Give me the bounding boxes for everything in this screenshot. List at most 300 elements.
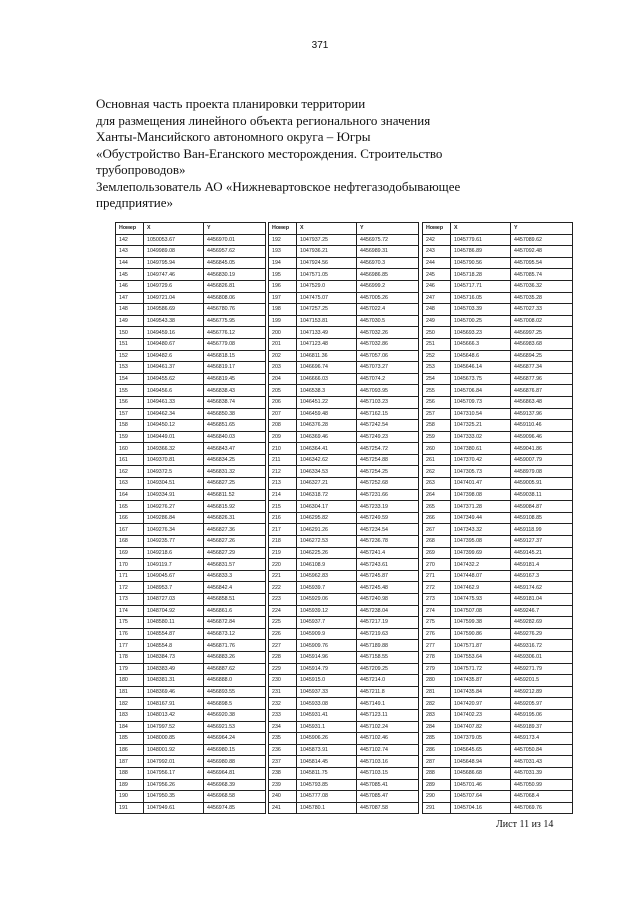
point-number-cell: 224 [269,605,297,617]
y-coordinate-cell: 4459137.96 [511,408,573,420]
table-row [116,466,266,478]
point-number-cell: 231 [269,686,297,698]
point-number-cell: 198 [269,304,297,316]
table-row [116,512,266,524]
y-coordinate-cell: 4457254.72 [357,443,419,455]
point-number-cell: 177 [116,640,144,652]
point-number-cell: 212 [269,466,297,478]
y-coordinate-cell: 4459145.21 [511,547,573,559]
point-number-cell: 188 [116,767,144,779]
y-coordinate-cell: 4457032.26 [357,327,419,339]
table-row [269,605,419,617]
table-row [269,304,419,316]
point-number-cell: 147 [116,292,144,304]
y-coordinate-cell: 4456898.5 [204,698,266,710]
point-number-cell: 240 [269,791,297,803]
point-number-cell: 159 [116,431,144,443]
x-coordinate-cell: 1047305.73 [451,466,511,478]
x-coordinate-cell: 1048383.49 [144,663,204,675]
x-coordinate-cell: 1045915.0 [297,675,357,687]
table-row [423,489,573,501]
point-number-cell: 248 [423,304,451,316]
x-coordinate-cell: 1045648.6 [451,350,511,362]
x-coordinate-cell: 1047395.08 [451,536,511,548]
table-row [116,315,266,327]
column-header: Y [511,223,573,235]
table-row [269,327,419,339]
y-coordinate-cell: 4459041.86 [511,443,573,455]
point-number-cell: 271 [423,570,451,582]
x-coordinate-cell: 1049304.51 [144,478,204,490]
y-coordinate-cell: 4457103.15 [357,767,419,779]
point-number-cell: 266 [423,512,451,524]
table-row [116,246,266,258]
x-coordinate-cell: 1046459.48 [297,408,357,420]
table-row [269,779,419,791]
x-coordinate-cell: 1047325.21 [451,420,511,432]
point-number-cell: 173 [116,594,144,606]
point-number-cell: 213 [269,478,297,490]
heading-line: трубопроводов» [96,162,186,177]
table-row [423,547,573,559]
x-coordinate-cell: 1046295.82 [297,512,357,524]
y-coordinate-cell: 4456827.36 [204,524,266,536]
x-coordinate-cell: 1048001.92 [144,744,204,756]
table-row [269,280,419,292]
x-coordinate-cell: 1045931.41 [297,709,357,721]
y-coordinate-cell: 4457238.04 [357,605,419,617]
x-coordinate-cell: 1047310.54 [451,408,511,420]
table-row [423,385,573,397]
y-coordinate-cell: 4457093.95 [357,385,419,397]
x-coordinate-cell: 1047379.05 [451,733,511,745]
table-row [423,744,573,756]
point-number-cell: 169 [116,547,144,559]
y-coordinate-cell: 4459195.06 [511,709,573,721]
table-row [116,350,266,362]
table-row [423,605,573,617]
point-number-cell: 214 [269,489,297,501]
x-coordinate-cell: 1045906.26 [297,733,357,745]
y-coordinate-cell: 4457245.87 [357,570,419,582]
x-coordinate-cell: 1048554.8 [144,640,204,652]
y-coordinate-cell: 4459110.46 [511,420,573,432]
y-coordinate-cell: 4459007.79 [511,454,573,466]
y-coordinate-cell: 4456888.0 [204,675,266,687]
y-coordinate-cell: 4459181.4 [511,559,573,571]
table-row [423,292,573,304]
table-row [269,675,419,687]
y-coordinate-cell: 4457092.48 [511,246,573,258]
y-coordinate-cell: 4457103.23 [357,396,419,408]
table-row [423,280,573,292]
y-coordinate-cell: 4457252.68 [357,478,419,490]
y-coordinate-cell: 4456871.76 [204,640,266,652]
table-header-row [269,223,419,235]
point-number-cell: 234 [269,721,297,733]
x-coordinate-cell: 1045939.12 [297,605,357,617]
y-coordinate-cell: 4456980.88 [204,756,266,768]
table-row [269,234,419,246]
table-row [423,304,573,316]
y-coordinate-cell: 4456827.26 [204,536,266,548]
y-coordinate-cell: 4456986.85 [357,269,419,281]
x-coordinate-cell: 1045666.3 [451,338,511,350]
table-row [423,675,573,687]
point-number-cell: 267 [423,524,451,536]
x-coordinate-cell: 1045709.73 [451,396,511,408]
y-coordinate-cell: 4459271.79 [511,663,573,675]
y-coordinate-cell: 4456893.55 [204,686,266,698]
point-number-cell: 261 [423,454,451,466]
table-row [116,524,266,536]
point-number-cell: 263 [423,478,451,490]
point-number-cell: 251 [423,338,451,350]
point-number-cell: 189 [116,779,144,791]
x-coordinate-cell: 1046318.72 [297,489,357,501]
y-coordinate-cell: 4459108.85 [511,512,573,524]
point-number-cell: 274 [423,605,451,617]
point-number-cell: 183 [116,709,144,721]
table-row [269,570,419,582]
y-coordinate-cell: 4457031.39 [511,767,573,779]
y-coordinate-cell: 4456980.15 [204,744,266,756]
point-number-cell: 281 [423,686,451,698]
y-coordinate-cell: 4457102.74 [357,744,419,756]
y-coordinate-cell: 4459118.99 [511,524,573,536]
y-coordinate-cell: 4457234.54 [357,524,419,536]
point-number-cell: 241 [269,802,297,814]
x-coordinate-cell: 1049989.08 [144,246,204,258]
point-number-cell: 197 [269,292,297,304]
y-coordinate-cell: 4456779.08 [204,338,266,350]
point-number-cell: 179 [116,663,144,675]
x-coordinate-cell: 1048704.92 [144,605,204,617]
y-coordinate-cell: 4457214.0 [357,675,419,687]
x-coordinate-cell: 1045811.75 [297,767,357,779]
coordinates-table-2 [268,222,419,814]
x-coordinate-cell: 1045933.08 [297,698,357,710]
table-row [116,686,266,698]
y-coordinate-cell: 4459246.7 [511,605,573,617]
heading-line: «Обустройство Ван-Еганского месторождения. Строительство [96,145,443,161]
table-row [269,559,419,571]
table-header-row [116,223,266,235]
point-number-cell: 164 [116,489,144,501]
table-row [269,269,419,281]
y-coordinate-cell: 4457027.33 [511,304,573,316]
table-row [269,640,419,652]
table-row [423,350,573,362]
x-coordinate-cell: 1045645.65 [451,744,511,756]
x-coordinate-cell: 1047257.25 [297,304,357,316]
x-coordinate-cell: 1047420.97 [451,698,511,710]
table-row [269,443,419,455]
point-number-cell: 144 [116,257,144,269]
x-coordinate-cell: 1046342.62 [297,454,357,466]
y-coordinate-cell: 4456872.84 [204,617,266,629]
x-coordinate-cell: 1045706.84 [451,385,511,397]
table-row [423,373,573,385]
x-coordinate-cell: 1050053.67 [144,234,204,246]
table-row [423,733,573,745]
y-coordinate-cell: 4457249.23 [357,431,419,443]
y-coordinate-cell: 4457085.47 [357,791,419,803]
table-row [269,315,419,327]
x-coordinate-cell: 1045909.9 [297,628,357,640]
y-coordinate-cell: 4457158.55 [357,651,419,663]
point-number-cell: 222 [269,582,297,594]
x-coordinate-cell: 1049449.01 [144,431,204,443]
x-coordinate-cell: 1049462.34 [144,408,204,420]
table-row [269,547,419,559]
x-coordinate-cell: 1049286.84 [144,512,204,524]
x-coordinate-cell: 1049795.94 [144,257,204,269]
point-number-cell: 215 [269,501,297,513]
y-coordinate-cell: 4456968.58 [204,791,266,803]
x-coordinate-cell: 1047401.47 [451,478,511,490]
y-coordinate-cell: 4456957.62 [204,246,266,258]
column-header: Y [357,223,419,235]
y-coordinate-cell: 4458979.08 [511,466,573,478]
point-number-cell: 265 [423,501,451,513]
table-row [423,234,573,246]
x-coordinate-cell: 1049450.12 [144,420,204,432]
y-coordinate-cell: 4457008.02 [511,315,573,327]
x-coordinate-cell: 1047407.82 [451,721,511,733]
x-coordinate-cell: 1047133.49 [297,327,357,339]
point-number-cell: 204 [269,373,297,385]
y-coordinate-cell: 4457231.66 [357,489,419,501]
coordinates-table-3 [422,222,573,814]
x-coordinate-cell: 1048000.85 [144,733,204,745]
point-number-cell: 228 [269,651,297,663]
y-coordinate-cell: 4456920.38 [204,709,266,721]
x-coordinate-cell: 1046811.36 [297,350,357,362]
table-row [116,420,266,432]
table-row [269,733,419,745]
point-number-cell: 157 [116,408,144,420]
y-coordinate-cell: 4457068.4 [511,791,573,803]
x-coordinate-cell: 1046696.74 [297,362,357,374]
y-coordinate-cell: 4456851.65 [204,420,266,432]
table-row [423,338,573,350]
x-coordinate-cell: 1049276.34 [144,524,204,536]
column-header: Y [204,223,266,235]
y-coordinate-cell: 4457050.99 [511,779,573,791]
y-coordinate-cell: 4457240.98 [357,594,419,606]
y-coordinate-cell: 4459189.37 [511,721,573,733]
y-coordinate-cell: 4457209.25 [357,663,419,675]
table-header-row [423,223,573,235]
x-coordinate-cell: 1049235.77 [144,536,204,548]
y-coordinate-cell: 4457085.41 [357,779,419,791]
table-row [269,663,419,675]
table-row [116,698,266,710]
point-number-cell: 174 [116,605,144,617]
table-row [423,767,573,779]
x-coordinate-cell: 1047949.61 [144,802,204,814]
y-coordinate-cell: 4459174.62 [511,582,573,594]
table-row [269,791,419,803]
y-coordinate-cell: 4456827.29 [204,547,266,559]
point-number-cell: 290 [423,791,451,803]
point-number-cell: 186 [116,744,144,756]
x-coordinate-cell: 1047507.08 [451,605,511,617]
x-coordinate-cell: 1049334.91 [144,489,204,501]
point-number-cell: 244 [423,257,451,269]
table-row [269,478,419,490]
y-coordinate-cell: 4456850.38 [204,408,266,420]
point-number-cell: 247 [423,292,451,304]
point-number-cell: 288 [423,767,451,779]
point-number-cell: 245 [423,269,451,281]
point-number-cell: 280 [423,675,451,687]
table-row [269,431,419,443]
table-row [116,292,266,304]
y-coordinate-cell: 4459212.89 [511,686,573,698]
x-coordinate-cell: 1049586.69 [144,304,204,316]
x-coordinate-cell: 1047399.69 [451,547,511,559]
column-header: X [451,223,511,235]
x-coordinate-cell: 1046364.41 [297,443,357,455]
heading-line: для размещения линейного объекта регионального значения [96,112,431,128]
table-row [116,536,266,548]
table-row [423,802,573,814]
x-coordinate-cell: 1046225.26 [297,547,357,559]
x-coordinate-cell: 1045718.28 [451,269,511,281]
table-row [269,536,419,548]
x-coordinate-cell: 1049459.16 [144,327,204,339]
table-row [269,721,419,733]
point-number-cell: 229 [269,663,297,675]
y-coordinate-cell: 4456968.39 [204,779,266,791]
table-row [423,640,573,652]
y-coordinate-cell: 4457123.11 [357,709,419,721]
table-row [116,628,266,640]
point-number-cell: 286 [423,744,451,756]
column-header: X [144,223,204,235]
table-row [116,373,266,385]
y-coordinate-cell: 4457217.19 [357,617,419,629]
table-row [423,431,573,443]
table-row [116,663,266,675]
table-row [116,744,266,756]
x-coordinate-cell: 1046108.9 [297,559,357,571]
point-number-cell: 156 [116,396,144,408]
y-coordinate-cell: 4457095.54 [511,257,573,269]
y-coordinate-cell: 4456834.25 [204,454,266,466]
table-row [116,280,266,292]
x-coordinate-cell: 1045780.1 [297,802,357,814]
y-coordinate-cell: 4456970.3 [357,257,419,269]
y-coordinate-cell: 4457189.88 [357,640,419,652]
table-row [269,489,419,501]
point-number-cell: 158 [116,420,144,432]
x-coordinate-cell: 1047936.21 [297,246,357,258]
point-number-cell: 211 [269,454,297,466]
x-coordinate-cell: 1046334.53 [297,466,357,478]
table-row [116,269,266,281]
y-coordinate-cell: 4459084.87 [511,501,573,513]
point-number-cell: 150 [116,327,144,339]
x-coordinate-cell: 1045873.91 [297,744,357,756]
x-coordinate-cell: 1049482.6 [144,350,204,362]
x-coordinate-cell: 1046369.46 [297,431,357,443]
y-coordinate-cell: 4456775.95 [204,315,266,327]
point-number-cell: 278 [423,651,451,663]
x-coordinate-cell: 1046327.21 [297,478,357,490]
table-row [116,408,266,420]
y-coordinate-cell: 4456838.43 [204,385,266,397]
heading-line: Основная часть проекта планировки территории [96,96,366,111]
table-row [116,304,266,316]
heading-line: предприятие» [96,195,173,210]
point-number-cell: 239 [269,779,297,791]
table-row [423,651,573,663]
point-number-cell: 219 [269,547,297,559]
x-coordinate-cell: 1047571.72 [451,663,511,675]
point-number-cell: 238 [269,767,297,779]
table-row [423,536,573,548]
table-row [423,524,573,536]
point-number-cell: 235 [269,733,297,745]
table-row [269,501,419,513]
point-number-cell: 149 [116,315,144,327]
table-row [423,408,573,420]
x-coordinate-cell: 1045931.1 [297,721,357,733]
point-number-cell: 194 [269,257,297,269]
x-coordinate-cell: 1047997.52 [144,721,204,733]
x-coordinate-cell: 1045909.76 [297,640,357,652]
table-row [269,628,419,640]
table-row [423,628,573,640]
table-row [269,582,419,594]
table-row [269,617,419,629]
point-number-cell: 249 [423,315,451,327]
table-row [116,721,266,733]
point-number-cell: 170 [116,559,144,571]
y-coordinate-cell: 4457103.16 [357,756,419,768]
column-header: Номер [116,223,144,235]
table-row [116,709,266,721]
x-coordinate-cell: 1048580.11 [144,617,204,629]
table-row [116,327,266,339]
y-coordinate-cell: 4456873.12 [204,628,266,640]
point-number-cell: 246 [423,280,451,292]
table-row [423,756,573,768]
y-coordinate-cell: 4457242.54 [357,420,419,432]
y-coordinate-cell: 4459096.46 [511,431,573,443]
table-row [116,605,266,617]
x-coordinate-cell: 1048554.87 [144,628,204,640]
x-coordinate-cell: 1049372.5 [144,466,204,478]
y-coordinate-cell: 4459316.72 [511,640,573,652]
point-number-cell: 272 [423,582,451,594]
table-row [116,338,266,350]
x-coordinate-cell: 1048953.7 [144,582,204,594]
point-number-cell: 196 [269,280,297,292]
x-coordinate-cell: 1048013.42 [144,709,204,721]
table-row [423,501,573,513]
x-coordinate-cell: 1047475.07 [297,292,357,304]
y-coordinate-cell: 4456887.62 [204,663,266,675]
y-coordinate-cell: 4457074.2 [357,373,419,385]
x-coordinate-cell: 1047435.87 [451,675,511,687]
column-header: Номер [269,223,297,235]
table-row [423,466,573,478]
point-number-cell: 285 [423,733,451,745]
